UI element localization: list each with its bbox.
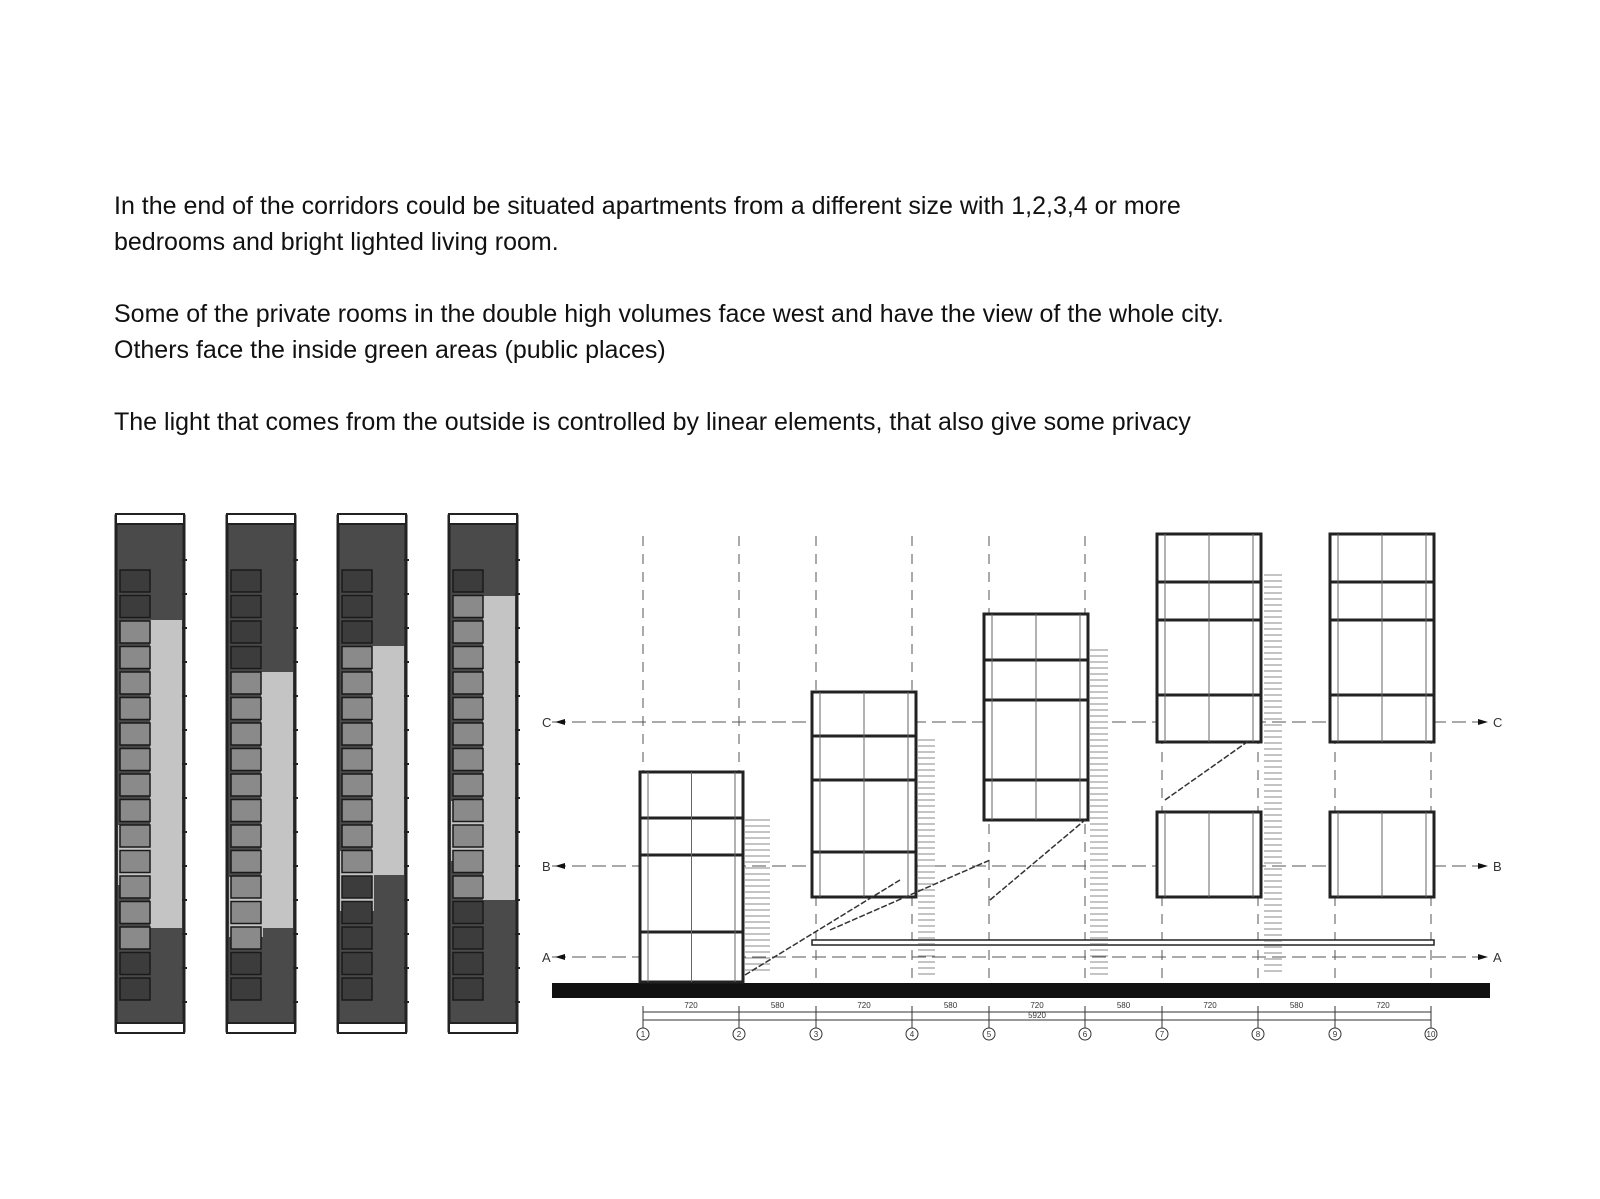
room-cell [342, 596, 372, 618]
level-label: B [1493, 859, 1502, 874]
room-cell [342, 902, 372, 924]
room-cell [120, 570, 150, 592]
level-label: C [1493, 715, 1503, 730]
room-cell [120, 723, 150, 745]
plan-cap-bottom [116, 1023, 184, 1033]
room-cell [120, 953, 150, 975]
level-marker [1478, 954, 1488, 960]
apartment-block [1330, 812, 1434, 897]
room-cell [231, 647, 261, 669]
room-cell [231, 825, 261, 847]
paragraph-private-rooms: Some of the private rooms in the double high volumes face west and have the view of the whole city. [114, 300, 1224, 328]
room-cell [342, 876, 372, 898]
room-cell [453, 570, 483, 592]
apartment-block [640, 772, 743, 982]
room-cell [453, 876, 483, 898]
louvre-screen [1264, 575, 1282, 971]
room-cell [453, 902, 483, 924]
axis-number: 8 [1255, 1030, 1261, 1039]
level-label: A [1493, 950, 1502, 965]
room-cell [342, 825, 372, 847]
plan-cap-top [227, 514, 295, 524]
room-cell [342, 647, 372, 669]
louvre-screen [1090, 650, 1108, 974]
plan-cap-top [116, 514, 184, 524]
room-cell [342, 570, 372, 592]
apartment-block [1330, 534, 1434, 742]
axis-number: 4 [909, 1030, 915, 1039]
room-cell [120, 596, 150, 618]
span-dimension: 580 [770, 1001, 785, 1010]
room-cell [231, 902, 261, 924]
floor-plan-strip [227, 514, 298, 1033]
room-cell [231, 800, 261, 822]
room-cell [231, 698, 261, 720]
apartment-block [984, 614, 1088, 820]
room-cell [453, 953, 483, 975]
floor-plan-strip [449, 514, 520, 1033]
axis-number: 9 [1332, 1030, 1338, 1039]
room-cell [453, 774, 483, 796]
level-marker [555, 954, 565, 960]
room-cell [120, 672, 150, 694]
room-cell [342, 621, 372, 643]
corridor-zone [261, 672, 293, 928]
room-cell [231, 672, 261, 694]
paragraph-corridors: In the end of the corridors could be situated apartments from a different size with 1,2,3,4 or more bedrooms and bright lighted living room. [114, 192, 1181, 256]
room-cell [342, 978, 372, 1000]
level-label: C [542, 715, 552, 730]
floor-plate [812, 940, 1434, 945]
level-marker [1478, 863, 1488, 869]
room-cell [342, 749, 372, 771]
span-dimension: 720 [1203, 1001, 1217, 1010]
corridor-zone [372, 646, 404, 875]
paragraph-light-control: The light that comes from the outside is controlled by linear elements, that also give some privacy [114, 408, 1191, 436]
ground-slab [552, 983, 1490, 998]
room-cell [231, 749, 261, 771]
level-label: A [542, 950, 551, 965]
floor-plan-strip [338, 514, 409, 1033]
span-dimension: 580 [943, 1001, 958, 1010]
room-cell [231, 723, 261, 745]
span-dimension: 580 [1289, 1001, 1304, 1010]
room-cell [231, 927, 261, 949]
room-cell [453, 672, 483, 694]
corridor-zone [150, 620, 182, 928]
paragraph-green-areas: Others face the inside green areas (public places) [114, 336, 666, 364]
room-cell [453, 927, 483, 949]
room-cell [231, 774, 261, 796]
room-cell [231, 876, 261, 898]
room-cell [120, 698, 150, 720]
axis-number: 10 [1426, 1030, 1436, 1039]
room-cell [453, 698, 483, 720]
axis-number: 7 [1159, 1030, 1165, 1039]
room-cell [342, 672, 372, 694]
room-cell [342, 800, 372, 822]
room-cell [120, 927, 150, 949]
span-dimension: 720 [857, 1001, 871, 1010]
building-section [552, 534, 1490, 1000]
room-cell [453, 800, 483, 822]
level-marker [555, 863, 565, 869]
room-cell [453, 851, 483, 873]
room-cell [453, 723, 483, 745]
total-dimension: 5920 [1028, 1011, 1046, 1020]
room-cell [342, 698, 372, 720]
room-cell [231, 596, 261, 618]
room-cell [120, 876, 150, 898]
room-cell [231, 621, 261, 643]
level-label: B [542, 859, 551, 874]
stair-run [990, 820, 1085, 900]
room-cell [120, 825, 150, 847]
room-cell [231, 570, 261, 592]
room-cell [453, 825, 483, 847]
room-cell [453, 647, 483, 669]
plan-cap-bottom [227, 1023, 295, 1033]
corridor-zone [483, 596, 515, 900]
room-cell [120, 978, 150, 1000]
span-dimension: 720 [684, 1001, 698, 1010]
room-cell [120, 851, 150, 873]
room-cell [120, 647, 150, 669]
room-cell [120, 800, 150, 822]
floor-plan-strips [116, 514, 520, 1033]
span-dimension: 720 [1376, 1001, 1390, 1010]
room-cell [342, 927, 372, 949]
louvre-screen [745, 820, 770, 970]
level-marker [555, 719, 565, 725]
room-cell [342, 774, 372, 796]
louvre-screen [918, 740, 935, 974]
plan-cap-bottom [449, 1023, 517, 1033]
room-cell [120, 621, 150, 643]
room-cell [453, 978, 483, 1000]
stair-run [1165, 740, 1250, 800]
apartment-block [1157, 812, 1261, 897]
room-cell [120, 902, 150, 924]
apartment-block [1157, 534, 1261, 742]
plan-cap-bottom [338, 1023, 406, 1033]
plan-cap-top [449, 514, 517, 524]
span-dimension: 580 [1116, 1001, 1131, 1010]
room-cell [231, 851, 261, 873]
axis-number: 2 [736, 1030, 742, 1039]
span-dimension: 720 [1030, 1001, 1044, 1010]
room-cell [231, 978, 261, 1000]
room-cell [453, 596, 483, 618]
room-cell [120, 774, 150, 796]
axis-number: 3 [813, 1030, 819, 1039]
room-cell [120, 749, 150, 771]
room-cell [342, 723, 372, 745]
room-cell [453, 621, 483, 643]
room-cell [231, 953, 261, 975]
plan-cap-top [338, 514, 406, 524]
axis-number: 1 [640, 1030, 646, 1039]
floor-plan-strip [116, 514, 187, 1033]
axis-number: 6 [1082, 1030, 1088, 1039]
axis-number: 5 [986, 1030, 992, 1039]
level-marker [1478, 719, 1488, 725]
room-cell [342, 851, 372, 873]
room-cell [453, 749, 483, 771]
room-cell [342, 953, 372, 975]
apartment-block [812, 692, 916, 897]
